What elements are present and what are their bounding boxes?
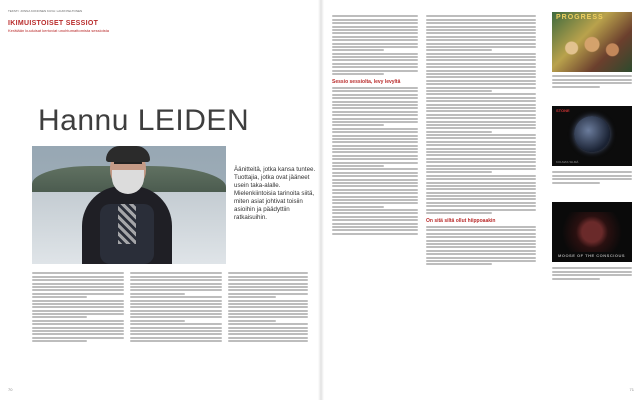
right-column-2 — [426, 14, 536, 267]
album-2-caption: KOLMAS SILMÄ — [556, 160, 579, 164]
right-column-1 — [332, 14, 418, 236]
body-column-1 — [32, 271, 124, 343]
section-kicker-sub: Kerätään kuuluisat kertoviat unohtumattomista sessioista — [8, 28, 109, 33]
album-cover-dark — [552, 202, 632, 262]
album-2-caption-lines — [552, 170, 632, 185]
page-number-right: 71 — [629, 387, 634, 392]
portrait-photo — [32, 146, 226, 264]
album-3-caption-lines — [552, 266, 632, 281]
page-number-left: 70 — [8, 387, 13, 392]
article-lede: Äänitteitä, jotka kansa tuntee. Tuottajia, jotka ovat jääneet usein taka-alalle. Mielenkiintoisia tarinoita siitä, miten asiat johtivat toisiin asioihin ja päädyttiin ratkaisuihin. — [234, 166, 316, 221]
body-column-2 — [130, 271, 222, 343]
article-title: Hannu LEIDEN — [38, 104, 250, 137]
spine-fold — [318, 0, 324, 400]
album-1-label: PROGRESS — [556, 14, 604, 21]
body-column-3 — [228, 271, 308, 343]
subhead-1: Sessio sessiolta, levy levyltä — [332, 79, 401, 86]
left-page — [4, 6, 316, 398]
album-cover-stone — [552, 106, 632, 166]
album-2-label: STONE — [556, 108, 570, 113]
right-page — [326, 6, 638, 398]
globe-artwork — [574, 116, 610, 152]
credits: TEKSTI: JONNA KONONEN KUVA: LAURI PELTONEN — [8, 9, 83, 13]
album-3-label: MOOSE OF THE CONSCIOUS — [558, 253, 626, 258]
album-1-caption-lines — [552, 74, 632, 89]
section-kicker: IKIMUISTOISET SESSIOT — [8, 20, 99, 27]
subhead-2: On sitä siltä ollut hiippoaakin — [426, 218, 496, 225]
album-cover-progress — [552, 12, 632, 72]
